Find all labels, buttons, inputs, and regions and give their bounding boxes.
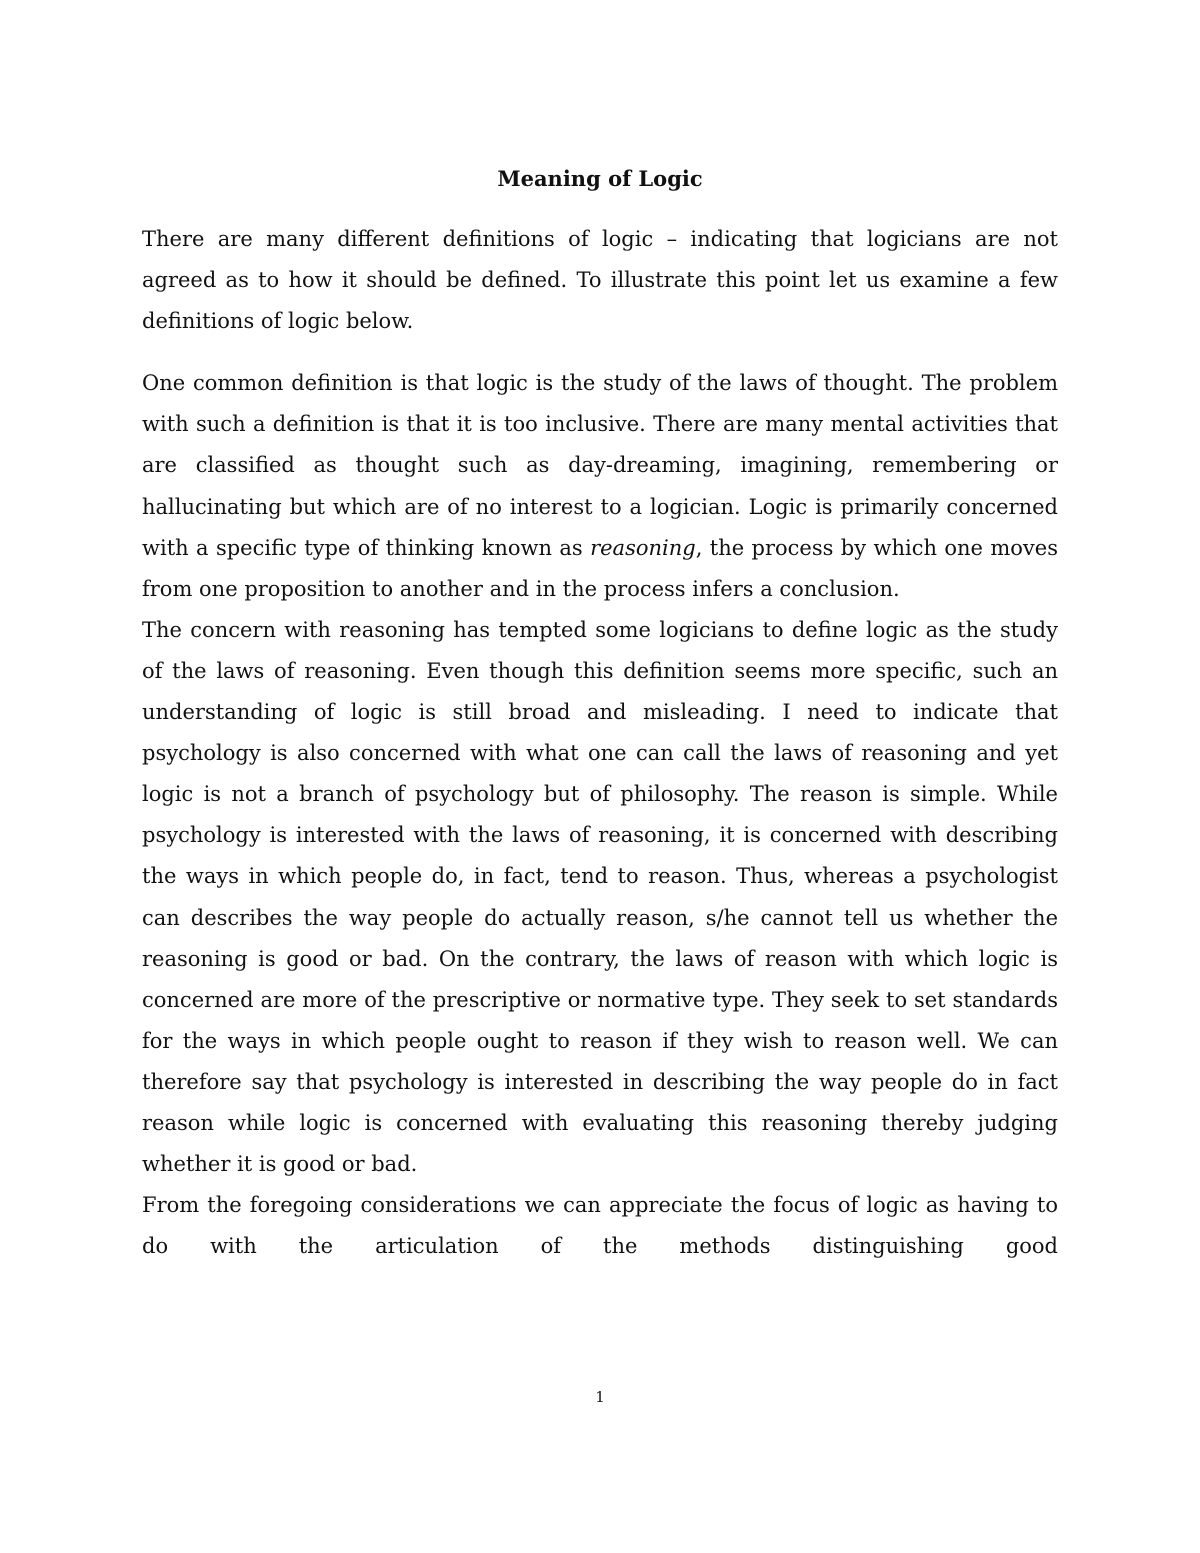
paragraph-text: , the process by which one moves from one proposition to another and in the process infers a conclusion.	[142, 535, 1058, 601]
emphasis-term: reasoning	[590, 535, 696, 560]
paragraph-text: One common definition is that logic is the study of the laws of thought. The problem with such a definition is that it is too inclusive. There are many mental activities that are classified as thought such as day-dreaming, imagining, remembering or hallucinating but which are of no interest to a logician. Logic is primarily concerned with a specific type of thinking known as	[142, 371, 1058, 560]
paragraph-intro: There are many different definitions of logic – indicating that logicians are not agreed as to how it should be defined. To illustrate this point let us examine a few definitions of logic below.	[142, 227, 1058, 334]
paragraph-focus-of-logic: From the foregoing considerations we can appreciate the focus of logic as having to do with the articulation of the methods distinguishing good	[142, 1193, 1058, 1259]
paragraph-laws-of-reasoning: The concern with reasoning has tempted some logicians to define logic as the study of the laws of reasoning. Even though this definition seems more specific, such an understanding of logic is still broad and misleading. I need to indicate that psychology is also concerned with what one can call the laws of reasoning and yet logic is not a branch of psychology but of philosophy. The reason is simple. While psychology is interested with the laws of reasoning, it is concerned with describing the ways in which people do, in fact, tend to reason. Thus, whereas a psychologist can describes the way people do actually reason, s/he cannot tell us whether the reasoning is good or bad. On the contrary, the laws of reason with which logic is concerned are more of the prescriptive or normative type. They seek to set standards for the ways in which people ought to reason if they wish to reason well. We can therefore say that psychology is interested in describing the way people do in fact reason while logic is concerned with evaluating this reasoning thereby judging whether it is good or bad.	[142, 617, 1058, 1177]
page-title: Meaning of Logic	[497, 166, 703, 191]
paragraph-laws-of-thought	[142, 363, 1058, 610]
page-number: 1	[595, 1388, 605, 1406]
page-body	[142, 160, 1058, 1267]
